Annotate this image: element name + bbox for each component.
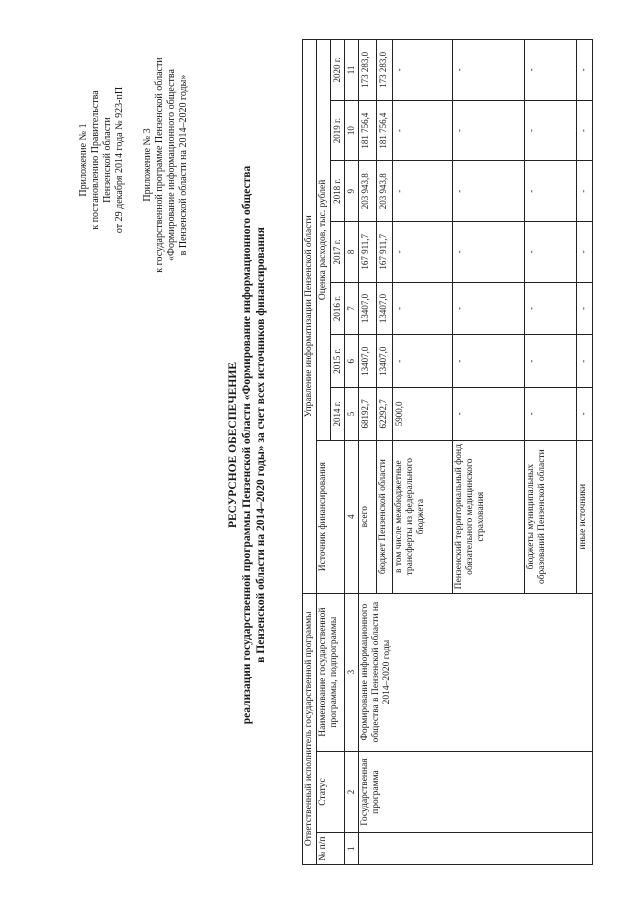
header-row: [317, 40, 331, 865]
header-year: 2018 г.: [331, 161, 345, 222]
column-number: 1: [345, 833, 359, 865]
header-source: Источник финансирования: [317, 440, 345, 593]
title-line-2: реализации государственной программы Пензенской области «Формирование информационного общества: [241, 165, 253, 725]
row-program-name: Формирование информационного общества в Пензенской области на 2014–2020 годы: [359, 593, 593, 751]
column-number: 5: [345, 388, 359, 441]
value-cell: -: [525, 388, 577, 441]
document-title: [226, 15, 268, 875]
appendix-3-line: Приложение № 3: [142, 128, 153, 202]
source-label: бюджеты муниципальных образований Пензенской области: [525, 440, 577, 593]
header-no: № п/п: [317, 833, 345, 865]
value-cell: -: [525, 161, 577, 222]
value-cell: -: [577, 161, 593, 222]
header-year: 2016 г.: [331, 282, 345, 335]
value-cell: 203 943,8: [377, 161, 393, 222]
source-label: иные источники: [577, 440, 593, 593]
title-line-3: в Пензенской области на 2014–2020 годы» за счет всех источников финансирования: [255, 227, 267, 663]
appendix-1-line: к постановлению Правительства: [90, 90, 101, 230]
table-row: [359, 40, 377, 865]
column-number-row: [345, 40, 359, 865]
value-cell: 13407,0: [377, 282, 393, 335]
value-cell: -: [393, 222, 453, 283]
value-cell: 62292,7: [377, 388, 393, 441]
value-cell: -: [453, 282, 525, 335]
value-cell: -: [453, 100, 525, 161]
value-cell: -: [577, 388, 593, 441]
value-cell: 181 756,4: [377, 100, 393, 161]
header-year: 2015 г.: [331, 335, 345, 388]
executor-row: [303, 40, 317, 865]
value-cell: -: [525, 282, 577, 335]
value-cell: 13407,0: [359, 335, 377, 388]
value-cell: 181 756,4: [359, 100, 377, 161]
value-cell: 203 943,8: [359, 161, 377, 222]
executor-label: Ответственный исполнитель государственной программы: [303, 593, 317, 864]
source-label: всего: [359, 440, 377, 593]
appendix-3-line: к государственной программе Пензенской области: [154, 57, 165, 273]
appendix-3-block: [142, 5, 190, 325]
appendix-3-line: в Пензенской области на 2014–2020 годы»: [178, 74, 189, 256]
column-number: 2: [345, 751, 359, 833]
value-cell: -: [525, 100, 577, 161]
value-cell: -: [577, 40, 593, 101]
value-cell: -: [393, 161, 453, 222]
value-cell: -: [453, 388, 525, 441]
value-cell: -: [393, 100, 453, 161]
title-line-1: РЕСУРСНОЕ ОБЕСПЕЧЕНИЕ: [227, 362, 239, 529]
value-cell: -: [453, 335, 525, 388]
header-year: 2020 г.: [331, 40, 345, 101]
value-cell: -: [525, 335, 577, 388]
value-cell: -: [393, 40, 453, 101]
column-number: 10: [345, 100, 359, 161]
value-cell: 167 911,7: [359, 222, 377, 283]
column-number: 4: [345, 440, 359, 593]
column-number: 9: [345, 161, 359, 222]
header-status: Статус: [317, 751, 345, 833]
value-cell: -: [525, 40, 577, 101]
resource-table: [302, 39, 593, 865]
row-number: [359, 833, 593, 865]
value-cell: 5900,0: [393, 388, 453, 441]
source-label: Пензенский территориальный фонд обязательного медицинского страхования: [453, 440, 525, 593]
header-name: Наименование государственной программы, подпрограммы: [317, 593, 345, 751]
appendix-3-line: «Формирование информационного общества: [166, 69, 177, 261]
appendix-1-line: от 29 декабря 2014 года № 923-пП: [114, 86, 125, 234]
value-cell: -: [453, 161, 525, 222]
value-cell: 68192,7: [359, 388, 377, 441]
value-cell: -: [393, 335, 453, 388]
value-cell: -: [577, 335, 593, 388]
column-number: 7: [345, 282, 359, 335]
source-label: в том числе межбюджетные трансферты из федерального бюджета: [393, 440, 453, 593]
value-cell: -: [577, 100, 593, 161]
column-number: 11: [345, 40, 359, 101]
appendix-1-line: Приложение № 1: [78, 123, 89, 197]
value-cell: -: [577, 282, 593, 335]
appendix-1-line: Пензенской области: [102, 117, 113, 203]
row-status: Государственная программа: [359, 751, 593, 833]
value-cell: -: [393, 282, 453, 335]
value-cell: 173 283,0: [359, 40, 377, 101]
value-cell: 173 283,0: [377, 40, 393, 101]
value-cell: -: [577, 222, 593, 283]
executor-value: Управление информатизации Пензенской области: [303, 40, 317, 594]
column-number: 8: [345, 222, 359, 283]
column-number: 3: [345, 593, 359, 751]
value-cell: 167 911,7: [377, 222, 393, 283]
value-cell: -: [525, 222, 577, 283]
value-cell: -: [453, 222, 525, 283]
column-number: 6: [345, 335, 359, 388]
value-cell: 13407,0: [377, 335, 393, 388]
value-cell: 13407,0: [359, 282, 377, 335]
value-cell: -: [453, 40, 525, 101]
header-year: 2017 г.: [331, 222, 345, 283]
header-estimate: Оценка расходов, тыс. рублей: [317, 40, 331, 441]
source-label: бюджет Пензенской области: [377, 440, 393, 593]
appendix-1-block: [78, 15, 126, 305]
header-year: 2019 г.: [331, 100, 345, 161]
header-year: 2014 г.: [331, 388, 345, 441]
